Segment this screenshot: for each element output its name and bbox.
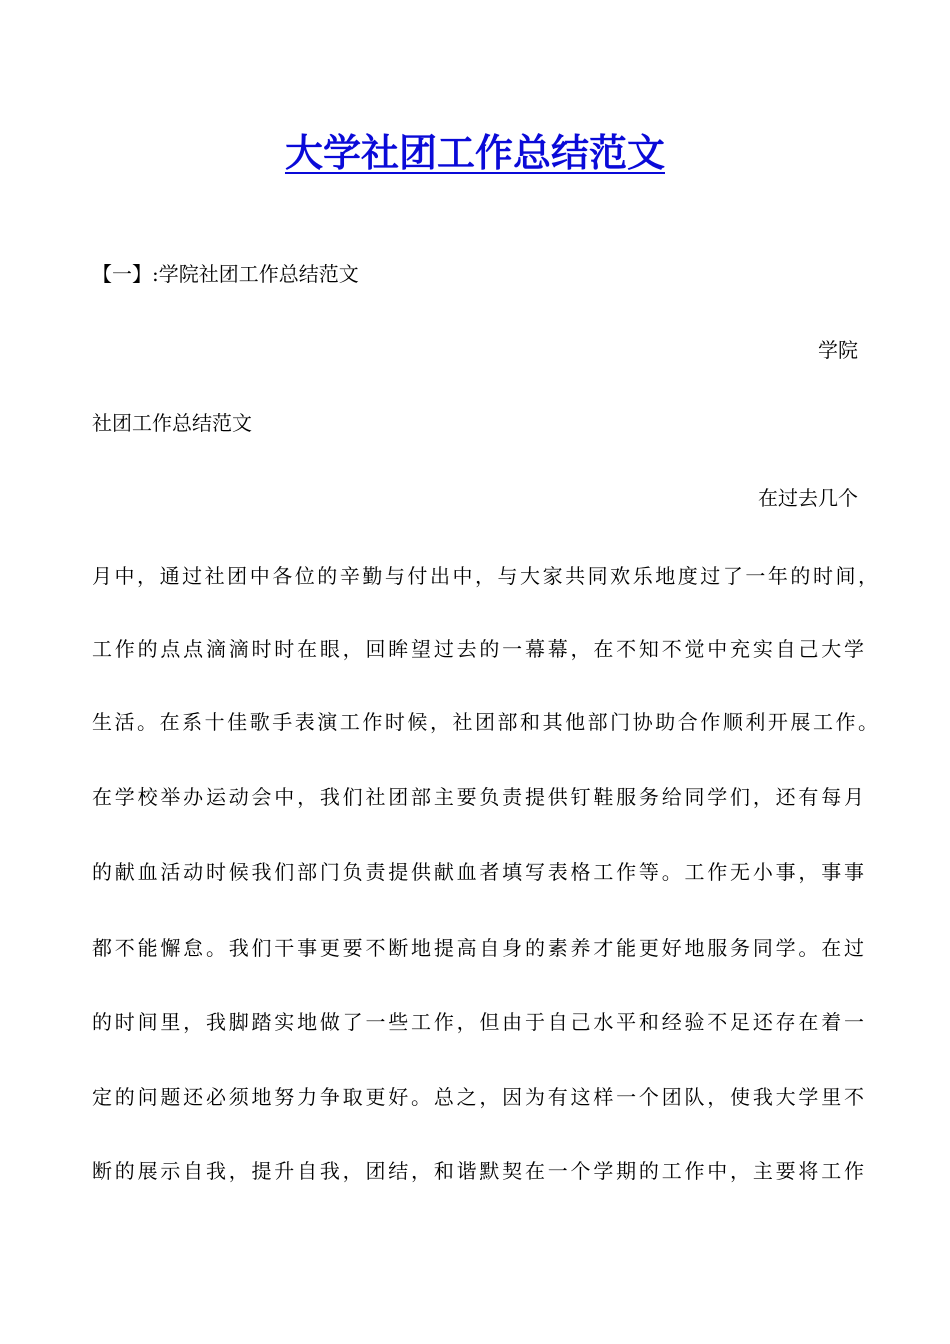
body-line-9: 都不能懈怠。我们干事更要不断地提高自身的素养才能更好地服务同学。在过 [92, 936, 864, 960]
document-title [0, 128, 950, 178]
body-line-4: 月中，通过社团中各位的辛勤与付出中，与大家共同欢乐地度过了一年的时间， [92, 564, 878, 588]
body-line-1: 学院 [818, 338, 858, 362]
body-line-7: 在学校举办运动会中，我们社团部主要负责提供钉鞋服务给同学们，还有每月 [92, 785, 864, 809]
body-line-2: 社团工作总结范文 [92, 411, 252, 435]
body-line-6: 生活。在系十佳歌手表演工作时候，社团部和其他部门协助合作顺利开展工作。 [92, 710, 878, 734]
document-title-link[interactable]: 大学社团工作总结范文 [284, 130, 665, 175]
body-line-5: 工作的点点滴滴时时在眼，回眸望过去的一幕幕，在不知不觉中充实自己大学 [92, 637, 864, 661]
body-line-12: 断的展示自我，提升自我，团结，和谐默契在一个学期的工作中，主要将工作 [92, 1159, 864, 1183]
body-line-10: 的时间里，我脚踏实地做了一些工作，但由于自己水平和经验不足还存在着一 [92, 1010, 864, 1034]
body-line-11: 定的问题还必须地努力争取更好。总之，因为有这样一个团队，使我大学里不 [92, 1085, 864, 1109]
body-line-3: 在过去几个 [758, 486, 858, 510]
section-heading: 【一】:学院社团工作总结范文 [92, 262, 359, 286]
body-line-8: 的献血活动时候我们部门负责提供献血者填写表格工作等。工作无小事，事事 [92, 860, 864, 884]
